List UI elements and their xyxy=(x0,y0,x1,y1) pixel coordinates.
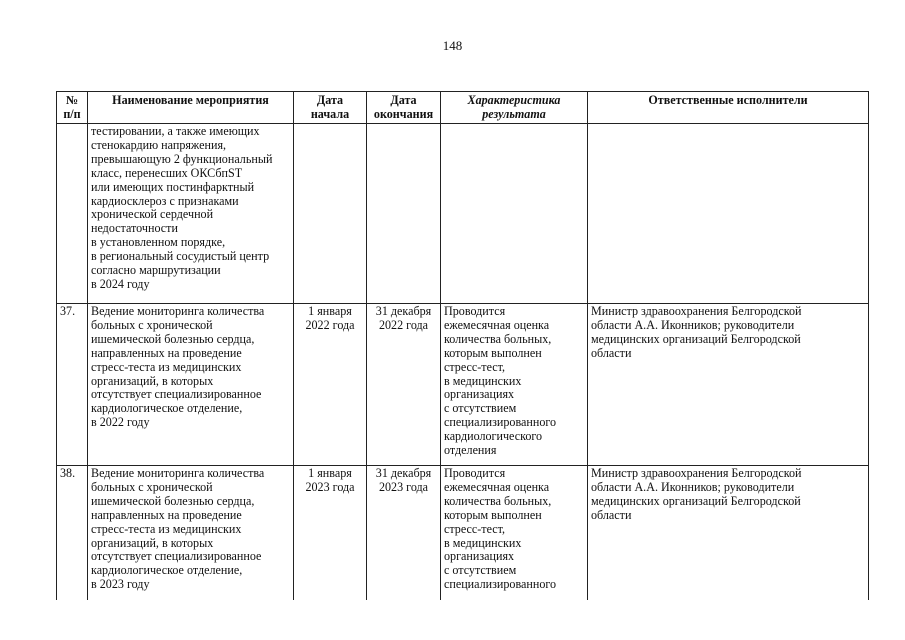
header-end-date: Дата окончания xyxy=(367,92,441,124)
text-line: области А.А. Иконников; руководители xyxy=(591,479,795,494)
text-line: кардиологическое отделение, xyxy=(91,401,243,416)
text-line: количества больных, xyxy=(444,331,552,346)
cell-end-date xyxy=(367,304,441,466)
text-line: в 2024 году xyxy=(91,276,150,291)
cell-start-date xyxy=(294,124,367,304)
cell-responsible xyxy=(588,304,869,466)
text-line: 2023 года xyxy=(378,479,429,494)
text-line: ежемесячная оценка xyxy=(444,479,550,494)
text-line: 2022 года xyxy=(378,317,429,332)
text-line: 31 декабря xyxy=(375,466,432,480)
text-line: 1 января xyxy=(308,466,352,480)
text-line: отделения xyxy=(444,443,497,458)
text-line: 31 декабря xyxy=(375,304,432,318)
text-line: Министр здравоохранения Белгородской xyxy=(591,466,802,480)
text-line: организаций, в которых xyxy=(91,373,214,388)
text-line: больных с хронической xyxy=(91,479,213,494)
text-line: в 2022 году xyxy=(91,415,150,430)
text-line: ишемической болезнью сердца, xyxy=(91,493,255,508)
text-line: хронической сердечной xyxy=(91,207,214,222)
table-header-row xyxy=(57,92,869,124)
text-line: больных с хронической xyxy=(91,317,213,332)
text-line: медицинских организаций Белгородской xyxy=(591,493,801,508)
text-line: ежемесячная оценка xyxy=(444,317,550,332)
header-responsible: Ответственные исполнители xyxy=(588,92,869,124)
text-line: которым выполнен xyxy=(444,507,542,522)
text-line: Ведение мониторинга количества xyxy=(91,304,265,318)
text-line: области А.А. Иконников; руководители xyxy=(591,317,795,332)
cell-num: 38. xyxy=(57,466,88,601)
text-line: класс, перенесших ОКСбпST xyxy=(91,165,243,180)
text-line: в региональный сосудистый центр xyxy=(91,249,270,264)
text-line: 2022 года xyxy=(305,317,355,332)
cell-end-date xyxy=(367,466,441,601)
text-line: направленных на проведение xyxy=(91,345,242,360)
cell-end-date xyxy=(367,124,441,304)
text-line: специализированного xyxy=(444,577,557,592)
text-line: 1 января xyxy=(308,304,352,318)
cell-name xyxy=(88,124,294,304)
text-line: 2023 года xyxy=(305,479,355,494)
text-line: кардиологического xyxy=(444,429,543,444)
cell-result xyxy=(441,124,588,304)
text-line: Министр здравоохранения Белгородской xyxy=(591,304,802,318)
text-line: области xyxy=(591,507,632,522)
text-line: стресс-теста из медицинских xyxy=(91,359,242,374)
text-line: стенокардию напряжения, xyxy=(91,137,227,152)
header-name: Наименование мероприятия xyxy=(88,92,294,124)
cell-name xyxy=(88,304,294,466)
text-line: направленных на проведение xyxy=(91,507,242,522)
table-row xyxy=(57,466,869,601)
cell-name xyxy=(88,466,294,601)
text-line: недостаточности xyxy=(91,221,178,236)
text-line: стресс-тест, xyxy=(444,521,506,536)
header-result: Характеристика результата xyxy=(441,92,588,124)
text-line: кардиологическое отделение, xyxy=(91,563,243,578)
text-line: медицинских организаций Белгородской xyxy=(591,331,801,346)
page-number: 148 xyxy=(442,38,463,53)
text-line: организаций, в которых xyxy=(91,535,214,550)
text-line: Проводится xyxy=(444,304,506,318)
text-line: стресс-теста из медицинских xyxy=(91,521,242,536)
text-line: Ведение мониторинга количества xyxy=(91,466,265,480)
text-line: или имеющих постинфарктный xyxy=(91,179,255,194)
text-line: в 2023 году xyxy=(91,577,150,592)
text-line: согласно маршрутизации xyxy=(91,263,221,278)
text-line: организациях xyxy=(444,549,515,564)
text-line: отсутствует специализированное xyxy=(91,387,262,402)
header-start-date: Дата начала xyxy=(294,92,367,124)
text-line: специализированного xyxy=(444,415,557,430)
cell-start-date xyxy=(294,304,367,466)
text-line: организациях xyxy=(444,387,515,402)
text-line: количества больных, xyxy=(444,493,552,508)
text-line: которым выполнен xyxy=(444,345,542,360)
cell-responsible xyxy=(588,124,869,304)
text-line: в медицинских xyxy=(444,535,522,550)
cell-result xyxy=(441,304,588,466)
cell-start-date xyxy=(294,466,367,601)
text-line: тестировании, а также имеющих xyxy=(91,124,260,138)
table-row xyxy=(57,304,869,466)
text-line: в установленном порядке, xyxy=(91,235,226,250)
text-line: с отсутствием xyxy=(444,563,517,578)
text-line: кардиосклероз с признаками xyxy=(91,193,239,208)
header-num: № п/п xyxy=(57,92,88,124)
cell-num xyxy=(57,124,88,304)
text-line: области xyxy=(591,345,632,360)
text-line: превышающую 2 функциональный xyxy=(91,151,273,166)
cell-result xyxy=(441,466,588,601)
table-row-continuation xyxy=(57,124,869,304)
text-line: с отсутствием xyxy=(444,401,517,416)
cell-num: 37. xyxy=(57,304,88,466)
text-line: стресс-тест, xyxy=(444,359,506,374)
text-line: ишемической болезнью сердца, xyxy=(91,331,255,346)
text-line: Проводится xyxy=(444,466,506,480)
activities-table xyxy=(56,91,869,600)
text-line: отсутствует специализированное xyxy=(91,549,262,564)
text-line: в медицинских xyxy=(444,373,522,388)
cell-responsible xyxy=(588,466,869,601)
